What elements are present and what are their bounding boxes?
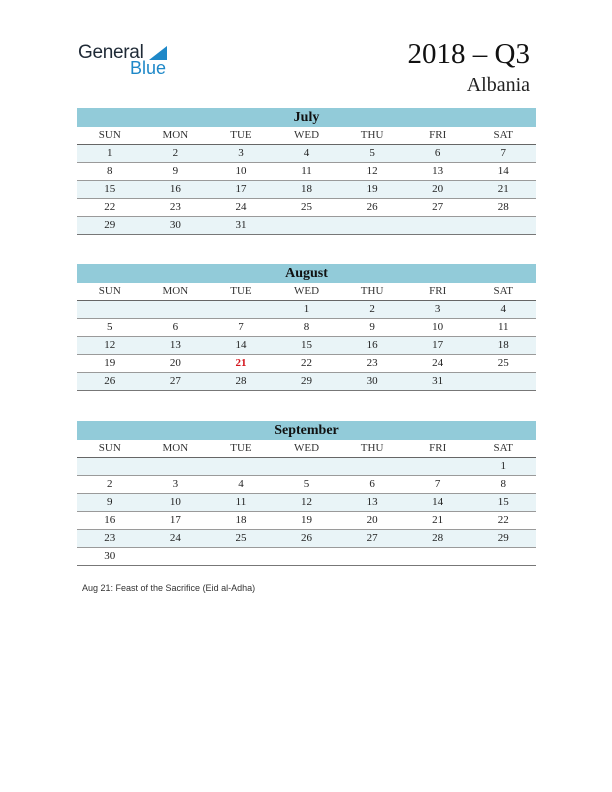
month-july <box>77 108 536 235</box>
day-cell: 27 <box>366 532 378 544</box>
week-row <box>77 217 536 235</box>
weekday-label: THU <box>360 442 384 454</box>
logo-blue-text: Blue <box>130 58 167 78</box>
day-cell: 19 <box>104 357 116 369</box>
weekday-label: TUE <box>230 129 252 141</box>
day-cell <box>405 458 471 475</box>
weekday-label: SUN <box>98 129 121 141</box>
weekday-label: TUE <box>230 285 252 297</box>
day-cell: 5 <box>107 321 113 333</box>
day-cell: 27 <box>432 201 444 213</box>
logo <box>78 40 188 80</box>
day-cell: 30 <box>366 375 378 387</box>
logo-general-text: General <box>78 42 144 63</box>
week-row <box>77 337 536 355</box>
day-cell: 26 <box>104 375 116 387</box>
day-cell: 24 <box>169 532 181 544</box>
weekday-label: SAT <box>493 285 514 297</box>
week-row <box>77 530 536 548</box>
day-cell: 3 <box>434 303 441 315</box>
day-cell: 7 <box>434 478 441 490</box>
weekday-label: TUE <box>230 442 252 454</box>
day-cell: 15 <box>497 496 509 508</box>
weekday-label: FRI <box>429 442 447 454</box>
weekday-label: SUN <box>98 285 121 297</box>
day-cell: 16 <box>169 183 181 195</box>
day-cell: 9 <box>172 165 179 177</box>
day-cell: 28 <box>235 375 247 387</box>
weekday-header-row <box>77 440 536 458</box>
week-row <box>77 548 536 566</box>
week-row <box>77 319 536 337</box>
day-cell: 24 <box>235 201 247 213</box>
day-cell <box>208 458 274 475</box>
month-header: July <box>77 108 536 127</box>
day-cell: 23 <box>169 201 181 213</box>
day-cell: 6 <box>172 321 179 333</box>
week-row <box>77 458 536 476</box>
day-cell: 25 <box>301 201 313 213</box>
day-cell: 21 <box>432 514 444 526</box>
country-name: Albania <box>466 74 530 96</box>
day-cell <box>208 548 274 565</box>
day-cell: 31 <box>432 375 444 387</box>
day-cell: 10 <box>169 496 181 508</box>
week-row <box>77 476 536 494</box>
day-cell <box>143 301 209 318</box>
day-cell: 25 <box>497 357 509 369</box>
day-cell: 5 <box>303 478 310 490</box>
day-cell <box>470 548 536 565</box>
month-header: August <box>77 264 536 283</box>
week-row <box>77 199 536 217</box>
day-cell: 10 <box>235 165 247 177</box>
day-cell: 29 <box>104 219 116 231</box>
day-cell: 23 <box>366 357 378 369</box>
day-cell: 26 <box>301 532 313 544</box>
day-cell: 11 <box>497 321 509 333</box>
weekday-label: SUN <box>98 442 121 454</box>
day-cell: 30 <box>169 219 181 231</box>
day-cell: 12 <box>301 496 313 508</box>
day-cell: 19 <box>301 514 313 526</box>
page-title: 2018 – Q3 <box>407 38 530 70</box>
day-cell: 28 <box>432 532 444 544</box>
day-cell <box>405 217 471 234</box>
day-cell: 25 <box>235 532 247 544</box>
weekday-label: SAT <box>493 442 514 454</box>
day-cell: 9 <box>369 321 375 333</box>
week-row <box>77 355 536 373</box>
day-cell: 2 <box>369 303 375 315</box>
week-row <box>77 145 536 163</box>
weekday-header-row <box>77 127 536 145</box>
weekday-label: MON <box>162 442 189 454</box>
day-cell: 15 <box>301 339 313 351</box>
day-cell: 20 <box>432 183 444 195</box>
week-row <box>77 301 536 319</box>
day-cell: 20 <box>169 357 181 369</box>
day-cell <box>339 548 405 565</box>
day-cell: 16 <box>366 339 378 351</box>
week-row <box>77 512 536 530</box>
day-cell: 8 <box>500 478 506 490</box>
day-cell: 18 <box>235 514 247 526</box>
day-cell: 4 <box>238 478 244 490</box>
day-cell: 2 <box>172 147 179 159</box>
day-cell: 27 <box>169 375 181 387</box>
day-cell: 21 <box>497 183 509 195</box>
day-cell: 31 <box>235 219 247 231</box>
day-cell <box>339 458 405 475</box>
day-cell: 6 <box>434 147 441 159</box>
holiday-note: Aug 21: Feast of the Sacrifice (Eid al-Adha) <box>82 583 256 593</box>
day-cell <box>77 458 143 475</box>
day-cell: 18 <box>497 339 509 351</box>
day-cell: 17 <box>235 183 247 195</box>
day-cell: 16 <box>104 514 116 526</box>
day-cell: 12 <box>366 165 378 177</box>
day-cell: 22 <box>497 514 509 526</box>
day-cell: 22 <box>301 357 313 369</box>
day-cell: 8 <box>303 321 310 333</box>
day-cell <box>143 458 209 475</box>
day-cell: 12 <box>104 339 116 351</box>
weekday-label: MON <box>162 285 189 297</box>
day-cell: 26 <box>366 201 378 213</box>
day-cell: 20 <box>366 514 378 526</box>
weekday-label: WED <box>294 442 320 454</box>
week-row <box>77 494 536 512</box>
day-cell: 5 <box>369 147 375 159</box>
day-cell <box>274 458 340 475</box>
weekday-label: THU <box>360 285 384 297</box>
holiday-day-cell: 21 <box>235 357 247 369</box>
day-cell: 11 <box>235 496 247 508</box>
weekday-label: FRI <box>429 285 447 297</box>
day-cell <box>143 548 209 565</box>
day-cell: 7 <box>238 321 244 333</box>
day-cell: 10 <box>432 321 444 333</box>
day-cell: 6 <box>369 478 375 490</box>
weekday-label: WED <box>294 285 320 297</box>
day-cell: 13 <box>169 339 181 351</box>
day-cell <box>470 217 536 234</box>
day-cell <box>208 301 274 318</box>
weekday-label: WED <box>294 129 320 141</box>
day-cell <box>77 301 143 318</box>
day-cell: 29 <box>301 375 313 387</box>
day-cell: 19 <box>366 183 378 195</box>
week-row <box>77 181 536 199</box>
week-row <box>77 373 536 391</box>
weekday-label: SAT <box>493 129 514 141</box>
day-cell: 11 <box>301 165 312 177</box>
day-cell <box>339 217 405 234</box>
day-cell: 2 <box>107 478 113 490</box>
day-cell: 23 <box>104 532 116 544</box>
day-cell: 7 <box>500 147 506 159</box>
day-cell: 17 <box>432 339 444 351</box>
day-cell: 1 <box>107 147 113 159</box>
day-cell: 3 <box>172 478 179 490</box>
day-cell: 30 <box>104 550 116 562</box>
weekday-label: THU <box>360 129 384 141</box>
month-header: September <box>77 421 536 440</box>
day-cell <box>274 548 340 565</box>
month-august <box>77 264 536 391</box>
day-cell: 29 <box>497 532 509 544</box>
weekday-header-row <box>77 283 536 301</box>
day-cell: 13 <box>432 165 444 177</box>
weekday-label: FRI <box>429 129 447 141</box>
day-cell: 1 <box>303 303 310 315</box>
day-cell <box>274 217 340 234</box>
day-cell: 3 <box>238 147 244 159</box>
day-cell: 18 <box>301 183 313 195</box>
week-row <box>77 163 536 181</box>
day-cell: 17 <box>169 514 181 526</box>
day-cell: 28 <box>497 201 509 213</box>
day-cell: 14 <box>235 339 247 351</box>
day-cell <box>405 548 471 565</box>
weekday-label: MON <box>162 129 189 141</box>
day-cell: 15 <box>104 183 116 195</box>
day-cell: 1 <box>500 460 506 472</box>
day-cell: 14 <box>497 165 509 177</box>
day-cell: 4 <box>500 303 506 315</box>
day-cell: 8 <box>107 165 113 177</box>
day-cell: 24 <box>432 357 444 369</box>
day-cell: 9 <box>107 496 113 508</box>
day-cell: 4 <box>303 147 310 159</box>
month-september <box>77 421 536 566</box>
day-cell: 13 <box>366 496 378 508</box>
day-cell: 14 <box>432 496 444 508</box>
day-cell: 22 <box>104 201 116 213</box>
day-cell <box>470 373 536 390</box>
